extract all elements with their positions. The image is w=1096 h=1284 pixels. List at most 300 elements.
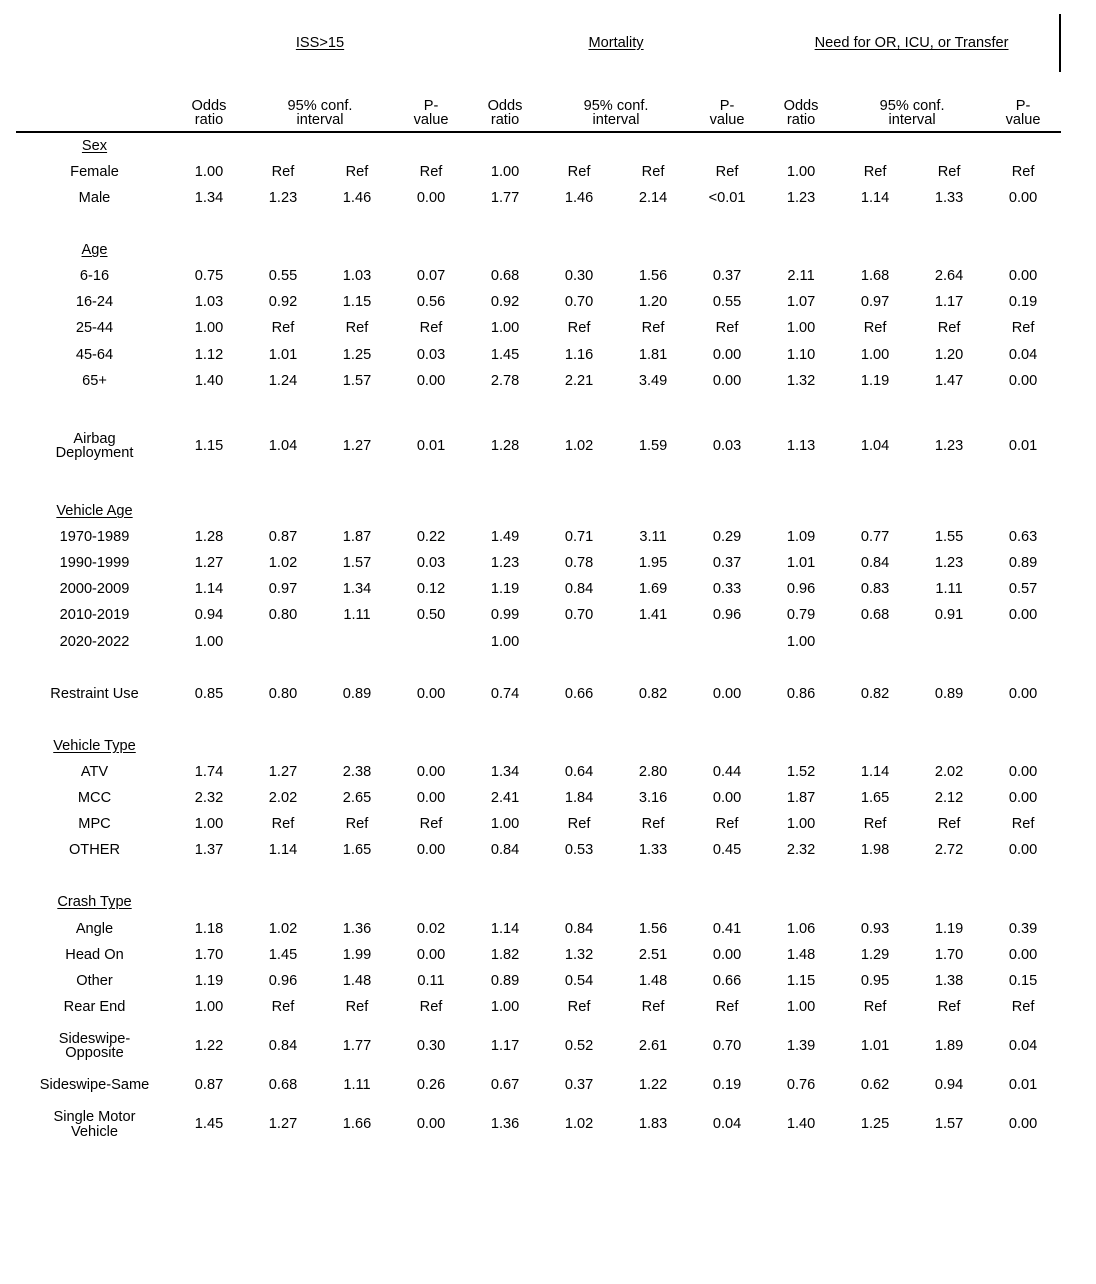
row-label: Restraint Use (50, 685, 139, 702)
cell-need-ci-lower: Ref (863, 320, 887, 337)
group-header-need-label: Need for OR, ICU, or Transfer (814, 34, 1009, 51)
spacer-cell (468, 472, 542, 498)
empty-cell (468, 733, 542, 759)
table-row (17, 968, 1060, 994)
cell-iss-odds-ratio: 2.32 (194, 790, 224, 807)
cell-need-ci-lower: Ref (863, 816, 887, 833)
cell-mortality-ci-upper: Ref (641, 998, 665, 1015)
cell-need-ci-lower: 0.93 (860, 920, 890, 937)
empty-cell (246, 733, 320, 759)
table-row (17, 811, 1060, 837)
row-label: MCC (77, 790, 112, 807)
subheader-ci-line1: 95% conf. (583, 97, 649, 114)
empty-cell (468, 498, 542, 524)
spacer-cell (616, 864, 690, 890)
cell-mortality-ci-upper: 1.41 (638, 607, 668, 624)
cell-need-ci-lower: 1.19 (860, 372, 890, 389)
empty-cell (838, 237, 912, 263)
cell-iss-ci-upper: 1.15 (342, 294, 372, 311)
empty-cell (246, 890, 320, 916)
table-header (17, 14, 1060, 133)
spacer-cell (320, 655, 394, 681)
cell-iss-ci-upper: 2.38 (342, 764, 372, 780)
cell-mortality-ci-upper: 1.83 (638, 1116, 668, 1133)
empty-cell (986, 890, 1060, 916)
cell-mortality-odds-ratio: 1.00 (490, 320, 520, 337)
empty-cell (690, 133, 764, 159)
cell-need-ci-lower: 0.83 (860, 581, 890, 598)
spacer-cell (986, 864, 1060, 890)
cell-iss-ci-upper: 1.11 (343, 1077, 371, 1094)
cell-need-ci-upper: 1.89 (934, 1037, 964, 1054)
cell-iss-p-value: 0.00 (416, 1116, 446, 1133)
table-row (17, 577, 1060, 603)
cell-need-odds-ratio: 1.00 (786, 998, 816, 1015)
cell-need-ci-lower: 1.04 (860, 437, 890, 454)
spacer-cell (246, 655, 320, 681)
cell-need-ci-upper: 0.94 (934, 1077, 964, 1094)
cell-mortality-ci-upper (616, 629, 690, 655)
spacer-cell (838, 472, 912, 498)
table-row (17, 759, 1060, 785)
cell-mortality-p-value: 0.96 (712, 607, 742, 624)
row-label-line1: Single Motor (53, 1108, 136, 1125)
cell-need-ci-lower: 0.62 (860, 1077, 890, 1094)
empty-cell (690, 498, 764, 524)
subheader-need-conf-interval (838, 72, 986, 132)
cell-mortality-odds-ratio: 0.68 (490, 268, 520, 285)
spacer-cell (838, 211, 912, 237)
cell-need-ci-upper: 1.57 (934, 1116, 964, 1133)
subheader-odds-line2: ratio (490, 112, 520, 129)
spacer-cell (394, 211, 468, 237)
cell-mortality-odds-ratio: 1.28 (490, 437, 520, 454)
empty-cell (394, 237, 468, 263)
cell-mortality-ci-lower: Ref (567, 320, 591, 337)
spacer-cell (542, 394, 616, 420)
cell-mortality-p-value: 0.37 (712, 268, 742, 285)
table-row (17, 159, 1060, 185)
subheader-odds-line2: ratio (194, 112, 224, 129)
table-row (17, 681, 1060, 707)
spacer-label-cell (17, 394, 172, 420)
cell-iss-p-value: Ref (419, 816, 443, 833)
cell-need-p-value: 0.39 (1008, 920, 1038, 937)
cell-mortality-ci-lower: 1.02 (564, 1116, 594, 1133)
cell-iss-ci-lower: 2.02 (268, 790, 298, 807)
empty-cell (912, 890, 986, 916)
cell-mortality-odds-ratio: 0.67 (490, 1077, 520, 1094)
subheader-iss-odds-ratio (172, 72, 246, 132)
table-row (17, 316, 1060, 342)
cell-iss-odds-ratio: 0.85 (194, 685, 224, 702)
corner-cell (17, 14, 172, 72)
row-label-line1: Airbag (73, 430, 116, 447)
empty-cell (320, 890, 394, 916)
empty-cell (690, 237, 764, 263)
cell-mortality-p-value: 0.00 (712, 372, 742, 389)
spacer-cell (690, 864, 764, 890)
empty-cell (690, 733, 764, 759)
cell-iss-p-value: 0.03 (416, 555, 446, 572)
cell-mortality-ci-upper: 1.33 (638, 842, 668, 859)
spacer-cell (246, 472, 320, 498)
section-header-row (17, 890, 1060, 916)
section-header-row (17, 733, 1060, 759)
cell-iss-ci-upper: 1.65 (342, 842, 372, 859)
spacer-cell (320, 211, 394, 237)
spacer-cell (838, 655, 912, 681)
cell-mortality-ci-upper: 3.49 (638, 372, 668, 389)
cell-mortality-ci-upper: 1.59 (638, 437, 668, 454)
empty-cell (172, 237, 246, 263)
cell-need-ci-lower: 1.98 (860, 842, 890, 859)
empty-cell (468, 133, 542, 159)
cell-mortality-ci-lower: 2.21 (564, 372, 594, 389)
cell-need-p-value: Ref (1011, 320, 1035, 337)
table-row (17, 1020, 1060, 1072)
cell-mortality-odds-ratio: 1.00 (490, 816, 520, 833)
cell-need-odds-ratio: 1.15 (786, 972, 816, 989)
empty-cell (838, 890, 912, 916)
cell-mortality-ci-lower: 1.02 (564, 437, 594, 454)
cell-iss-odds-ratio: 1.00 (194, 816, 224, 833)
spacer-row (17, 394, 1060, 420)
cell-need-odds-ratio: 0.79 (786, 607, 816, 624)
cell-need-ci-upper: 1.55 (934, 529, 964, 546)
cell-need-odds-ratio: 0.86 (786, 685, 816, 702)
spacer-cell (616, 472, 690, 498)
cell-iss-p-value: 0.12 (416, 581, 446, 598)
cell-mortality-p-value: 0.33 (712, 581, 742, 598)
cell-mortality-ci-upper: Ref (641, 163, 665, 180)
table-row (17, 629, 1060, 655)
cell-iss-ci-upper: 2.65 (342, 790, 372, 807)
cell-iss-ci-lower: 0.80 (268, 685, 298, 702)
cell-need-ci-lower: 1.65 (860, 790, 890, 807)
cell-iss-ci-upper: Ref (345, 163, 369, 180)
spacer-row (17, 211, 1060, 237)
row-label: 45-64 (75, 346, 114, 363)
row-label-line1: Sideswipe- (58, 1030, 131, 1047)
empty-cell (838, 133, 912, 159)
empty-cell (172, 498, 246, 524)
spacer-cell (912, 472, 986, 498)
cell-mortality-odds-ratio: 1.77 (490, 189, 520, 206)
cell-need-ci-lower: 0.95 (860, 972, 890, 989)
cell-iss-odds-ratio: 1.37 (194, 842, 224, 859)
row-label (17, 420, 172, 472)
cell-iss-odds-ratio: 1.03 (194, 294, 224, 311)
cell-iss-ci-upper: 0.89 (342, 685, 372, 702)
cell-mortality-ci-lower: 0.54 (564, 972, 594, 989)
cell-iss-p-value: Ref (419, 320, 443, 337)
cell-iss-ci-lower: 1.27 (268, 1116, 298, 1133)
section-header-label (17, 237, 172, 263)
cell-mortality-ci-upper: 2.51 (638, 946, 668, 963)
spacer-cell (986, 394, 1060, 420)
cell-iss-p-value: Ref (419, 163, 443, 180)
spacer-cell (764, 394, 838, 420)
cell-iss-p-value: 0.30 (416, 1037, 446, 1054)
spacer-cell (912, 211, 986, 237)
spacer-cell (246, 211, 320, 237)
cell-iss-odds-ratio: 1.74 (194, 764, 224, 780)
empty-cell (542, 733, 616, 759)
cell-mortality-p-value (690, 629, 764, 655)
cell-iss-ci-lower: 1.01 (268, 346, 298, 363)
spacer-label-cell (17, 707, 172, 733)
spacer-cell (838, 864, 912, 890)
subheader-p-line2: value (709, 112, 745, 129)
spacer-cell (172, 394, 246, 420)
cell-iss-p-value: 0.56 (416, 294, 446, 311)
empty-cell (394, 498, 468, 524)
row-label: 1970-1989 (59, 529, 130, 546)
cell-need-odds-ratio: 1.00 (786, 320, 816, 337)
subheader-p-line1: P- (719, 97, 735, 114)
spacer-cell (616, 211, 690, 237)
cell-need-ci-lower: Ref (863, 163, 887, 180)
empty-cell (616, 890, 690, 916)
cell-mortality-p-value: Ref (715, 320, 739, 337)
table-row (17, 551, 1060, 577)
cell-need-ci-upper: 0.91 (934, 607, 964, 624)
cell-iss-ci-upper: 1.11 (343, 607, 371, 624)
cell-mortality-ci-lower: 0.53 (564, 842, 594, 859)
cell-need-ci-upper: Ref (937, 163, 961, 180)
spacer-cell (320, 864, 394, 890)
cell-need-ci-upper: 1.19 (934, 920, 964, 937)
subheader-odds-line2: ratio (786, 112, 816, 129)
table-row (17, 263, 1060, 289)
cell-need-ci-upper (912, 629, 986, 655)
cell-iss-p-value: 0.00 (416, 372, 446, 389)
empty-cell (468, 237, 542, 263)
cell-iss-ci-upper: 1.99 (342, 946, 372, 963)
cell-iss-ci-upper: 1.66 (342, 1116, 372, 1133)
cell-iss-p-value: 0.00 (416, 946, 446, 963)
subheader-odds-line1: Odds (487, 97, 523, 114)
spacer-cell (468, 655, 542, 681)
cell-iss-odds-ratio: 1.28 (194, 529, 224, 546)
cell-mortality-odds-ratio: 1.23 (490, 555, 520, 572)
cell-need-ci-lower: 0.82 (860, 685, 890, 702)
cell-need-ci-lower: 0.84 (860, 555, 890, 572)
subheader-corner-cell (17, 72, 172, 132)
empty-cell (542, 133, 616, 159)
cell-need-odds-ratio: 1.48 (786, 946, 816, 963)
empty-cell (764, 498, 838, 524)
cell-iss-odds-ratio: 1.34 (194, 189, 224, 206)
cell-iss-p-value (394, 629, 468, 655)
cell-need-ci-lower: 1.00 (860, 346, 890, 363)
row-label: 2000-2009 (59, 581, 130, 598)
cell-need-ci-upper: 1.23 (934, 437, 964, 454)
cell-mortality-ci-upper: 0.82 (638, 685, 668, 702)
empty-cell (172, 890, 246, 916)
cell-need-p-value: 0.00 (1008, 790, 1038, 807)
empty-cell (764, 133, 838, 159)
cell-mortality-p-value: 0.70 (712, 1037, 742, 1054)
cell-mortality-ci-lower: Ref (567, 816, 591, 833)
cell-mortality-ci-lower (542, 629, 616, 655)
subheader-iss-conf-interval (246, 72, 394, 132)
cell-iss-p-value: 0.26 (416, 1077, 446, 1094)
cell-need-odds-ratio: 1.01 (786, 555, 816, 572)
cell-iss-ci-lower: 0.97 (268, 581, 298, 598)
row-label-line2: Vehicle (70, 1123, 119, 1140)
spacer-cell (690, 394, 764, 420)
cell-need-odds-ratio: 1.00 (786, 633, 816, 650)
spacer-row (17, 472, 1060, 498)
spacer-cell (616, 707, 690, 733)
cell-need-ci-lower: Ref (863, 998, 887, 1015)
spacer-label-cell (17, 211, 172, 237)
cell-iss-odds-ratio: 1.70 (194, 946, 224, 963)
cell-iss-ci-lower: 0.87 (268, 529, 298, 546)
spacer-cell (764, 864, 838, 890)
cell-need-odds-ratio: 2.11 (787, 268, 815, 285)
empty-cell (542, 498, 616, 524)
cell-mortality-ci-upper: 2.14 (638, 189, 668, 206)
empty-cell (616, 237, 690, 263)
cell-need-odds-ratio: 1.00 (786, 163, 816, 180)
cell-iss-p-value: 0.00 (416, 764, 446, 780)
row-label: OTHER (68, 842, 121, 859)
cell-mortality-ci-lower: 0.84 (564, 581, 594, 598)
cell-need-p-value: 0.15 (1008, 972, 1038, 989)
cell-need-p-value: 0.89 (1008, 555, 1038, 572)
cell-mortality-odds-ratio: 1.34 (490, 764, 520, 780)
table-row (17, 342, 1060, 368)
empty-cell (320, 733, 394, 759)
cell-need-ci-upper: 1.70 (934, 946, 964, 963)
table-row (17, 916, 1060, 942)
cell-need-ci-upper: 1.20 (934, 346, 964, 363)
cell-mortality-p-value: 0.00 (712, 685, 742, 702)
empty-cell (986, 733, 1060, 759)
cell-iss-odds-ratio: 1.45 (194, 1116, 224, 1133)
cell-iss-ci-lower: 0.68 (268, 1077, 298, 1094)
cell-iss-p-value: 0.01 (416, 437, 446, 454)
spacer-cell (764, 211, 838, 237)
cell-iss-ci-lower: 1.04 (268, 437, 298, 454)
cell-need-ci-lower: 1.01 (860, 1037, 890, 1054)
empty-cell (912, 133, 986, 159)
cell-need-odds-ratio: 1.13 (786, 437, 816, 454)
spacer-cell (394, 655, 468, 681)
cell-mortality-p-value: Ref (715, 998, 739, 1015)
table-body (17, 133, 1060, 1151)
spacer-cell (690, 211, 764, 237)
cell-iss-ci-lower: 0.80 (268, 607, 298, 624)
empty-cell (764, 237, 838, 263)
cell-mortality-p-value: 0.00 (712, 790, 742, 807)
table-row (17, 524, 1060, 550)
cell-iss-odds-ratio: 1.40 (194, 372, 224, 389)
spacer-cell (246, 864, 320, 890)
cell-mortality-p-value: <0.01 (708, 189, 746, 206)
multivariate-outcomes-table (16, 14, 1061, 1151)
row-label (17, 1020, 172, 1072)
subheader-ci-line2: interval (296, 112, 344, 129)
cell-need-p-value (986, 629, 1060, 655)
cell-iss-odds-ratio: 0.87 (194, 1077, 224, 1094)
cell-iss-p-value: 0.00 (416, 842, 446, 859)
empty-cell (838, 733, 912, 759)
cell-iss-odds-ratio: 0.75 (194, 268, 224, 285)
cell-need-ci-upper: 2.64 (934, 268, 964, 285)
cell-need-ci-upper: 0.89 (934, 685, 964, 702)
group-header-iss-label: ISS>15 (295, 34, 345, 51)
cell-iss-ci-lower: 1.27 (268, 764, 298, 780)
cell-mortality-ci-lower: 0.37 (564, 1077, 594, 1094)
cell-mortality-ci-upper: 1.56 (638, 268, 668, 285)
empty-cell (246, 498, 320, 524)
cell-iss-odds-ratio: 1.00 (194, 998, 224, 1015)
empty-cell (320, 237, 394, 263)
cell-mortality-odds-ratio: 1.00 (490, 163, 520, 180)
cell-need-odds-ratio: 0.96 (786, 581, 816, 598)
row-label: Head On (65, 946, 124, 963)
cell-need-p-value: 0.57 (1008, 581, 1038, 598)
subheader-mortality-conf-interval (542, 72, 690, 132)
cell-iss-odds-ratio: 1.00 (194, 320, 224, 337)
spacer-cell (764, 655, 838, 681)
cell-need-ci-upper: Ref (937, 998, 961, 1015)
table-row (17, 290, 1060, 316)
empty-cell (764, 733, 838, 759)
cell-mortality-ci-lower: 1.46 (564, 189, 594, 206)
row-label: Male (78, 189, 111, 206)
row-label: Other (76, 972, 113, 989)
empty-cell (246, 133, 320, 159)
cell-mortality-p-value: 0.37 (712, 555, 742, 572)
spacer-label-cell (17, 472, 172, 498)
cell-iss-odds-ratio: 1.22 (194, 1037, 224, 1054)
section-header-row (17, 237, 1060, 263)
cell-iss-ci-lower: Ref (271, 320, 295, 337)
cell-mortality-ci-upper: Ref (641, 320, 665, 337)
table-row (17, 785, 1060, 811)
cell-iss-ci-upper: 1.87 (342, 529, 372, 546)
cell-mortality-ci-lower: 0.78 (564, 555, 594, 572)
cell-mortality-p-value: 0.03 (712, 437, 742, 454)
spacer-cell (912, 655, 986, 681)
group-header-mortality-label: Mortality (588, 34, 644, 51)
subheader-odds-line1: Odds (191, 97, 227, 114)
cell-mortality-odds-ratio: 1.00 (490, 998, 520, 1015)
cell-iss-ci-upper: 1.34 (342, 581, 372, 598)
row-label: 2020-2022 (59, 633, 130, 650)
cell-mortality-odds-ratio: 1.82 (490, 946, 520, 963)
cell-mortality-ci-upper: 1.22 (638, 1077, 668, 1094)
spacer-cell (542, 211, 616, 237)
cell-iss-odds-ratio: 1.15 (194, 437, 224, 454)
cell-mortality-ci-lower: Ref (567, 998, 591, 1015)
table-row (17, 420, 1060, 472)
cell-iss-ci-upper: Ref (345, 998, 369, 1015)
cell-mortality-p-value: 0.29 (712, 529, 742, 546)
row-label: 25-44 (75, 320, 114, 337)
cell-iss-odds-ratio: 1.27 (194, 555, 224, 572)
row-label: 6-16 (79, 268, 110, 285)
subheader-ci-line1: 95% conf. (287, 97, 353, 114)
cell-iss-odds-ratio: 1.14 (194, 581, 224, 598)
cell-need-p-value: 0.00 (1008, 1116, 1038, 1133)
spacer-row (17, 864, 1060, 890)
